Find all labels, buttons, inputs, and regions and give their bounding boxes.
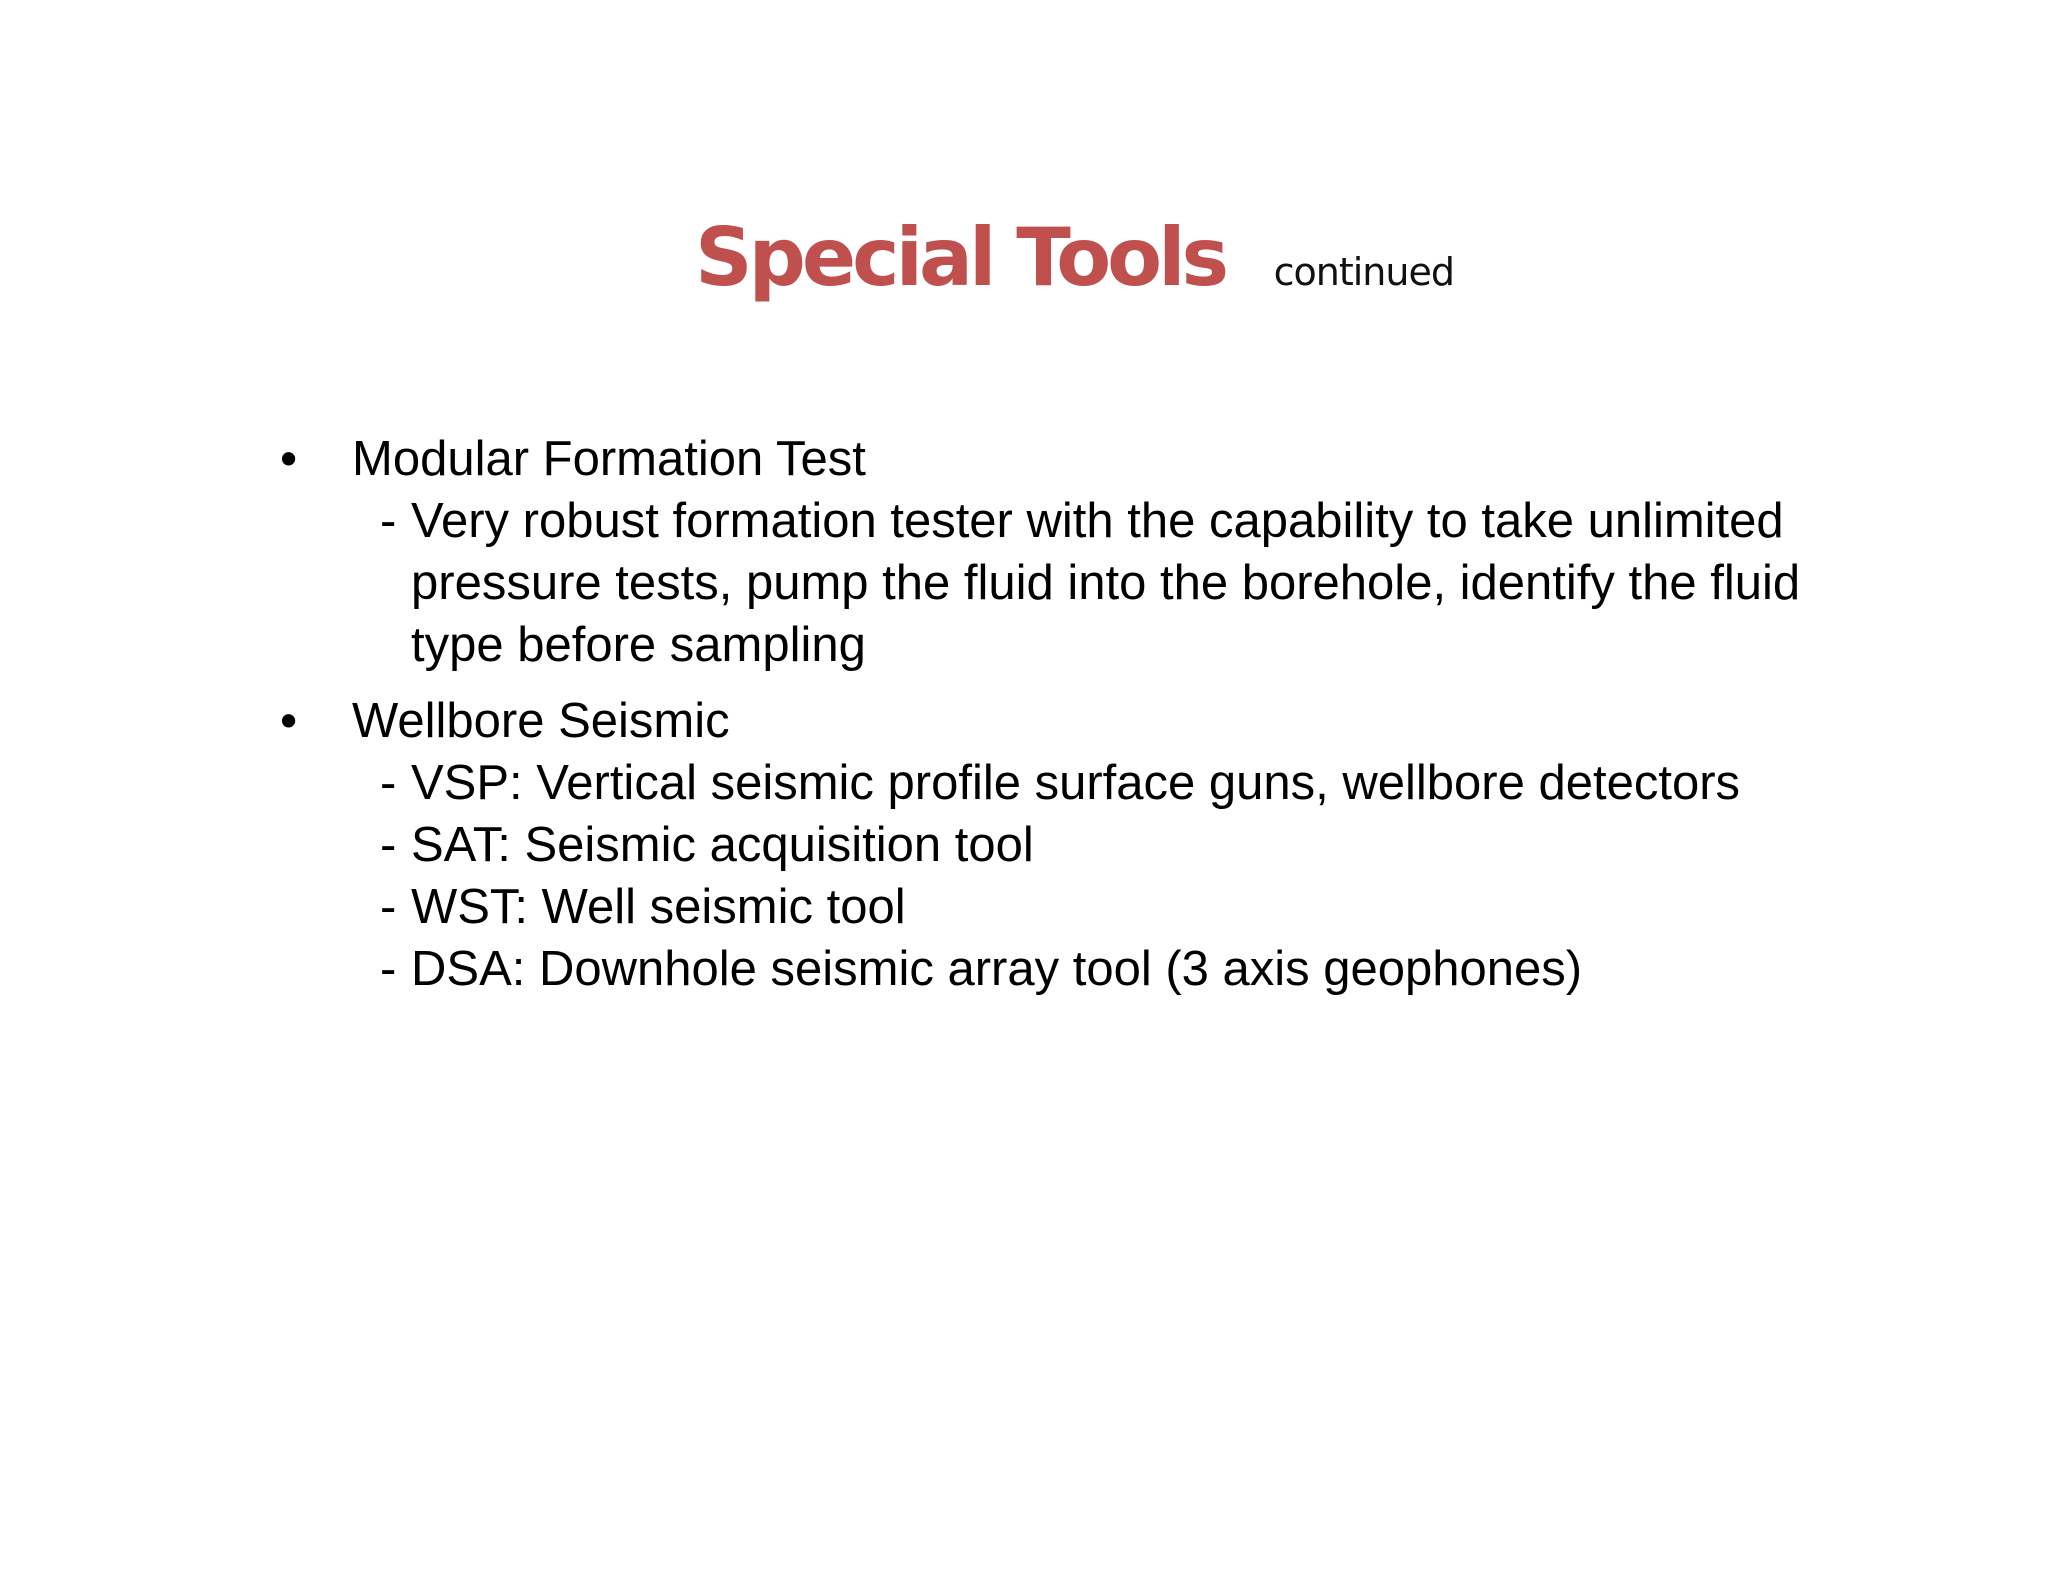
sub-item	[280, 876, 1840, 938]
sub-marker: -	[380, 942, 397, 996]
sub-item	[280, 490, 1840, 676]
sub-marker: -	[380, 880, 397, 934]
sub-item	[280, 938, 1840, 1000]
bullet-group-modular-formation-test	[280, 428, 1840, 676]
sub-item-text: WST: Well seismic tool	[411, 880, 906, 934]
bullet-marker: •	[280, 694, 298, 748]
sub-item-text: SAT: Seismic acquisition tool	[411, 818, 1034, 872]
bullet-text: Modular Formation Test	[352, 432, 866, 486]
sub-marker: -	[380, 818, 397, 872]
sub-item-text: DSA: Downhole seismic array tool (3 axis geophones)	[411, 942, 1583, 996]
sub-list	[280, 490, 1840, 676]
sub-item-text: VSP: Vertical seismic profile surface guns, wellbore detectors	[411, 756, 1741, 810]
bullet-item	[280, 428, 1840, 490]
sub-marker: -	[380, 756, 397, 810]
sub-marker: -	[380, 494, 397, 548]
slide-title	[695, 211, 1454, 304]
sub-item	[280, 752, 1840, 814]
bullet-text: Wellbore Seismic	[352, 694, 730, 748]
sub-list	[280, 752, 1840, 1000]
sub-item-text: Very robust formation tester with the capability to take unlimited pressure tests, pump the fluid into the borehole, identify the fluid type before sampling	[411, 494, 1801, 672]
title-main: Special Tools	[695, 211, 1226, 304]
sub-item	[280, 814, 1840, 876]
bullet-item	[280, 690, 1840, 752]
bullet-marker: •	[280, 432, 298, 486]
bullet-list	[280, 428, 1840, 1000]
title-subtitle: continued	[1273, 250, 1454, 294]
bullet-group-wellbore-seismic	[280, 690, 1840, 1000]
